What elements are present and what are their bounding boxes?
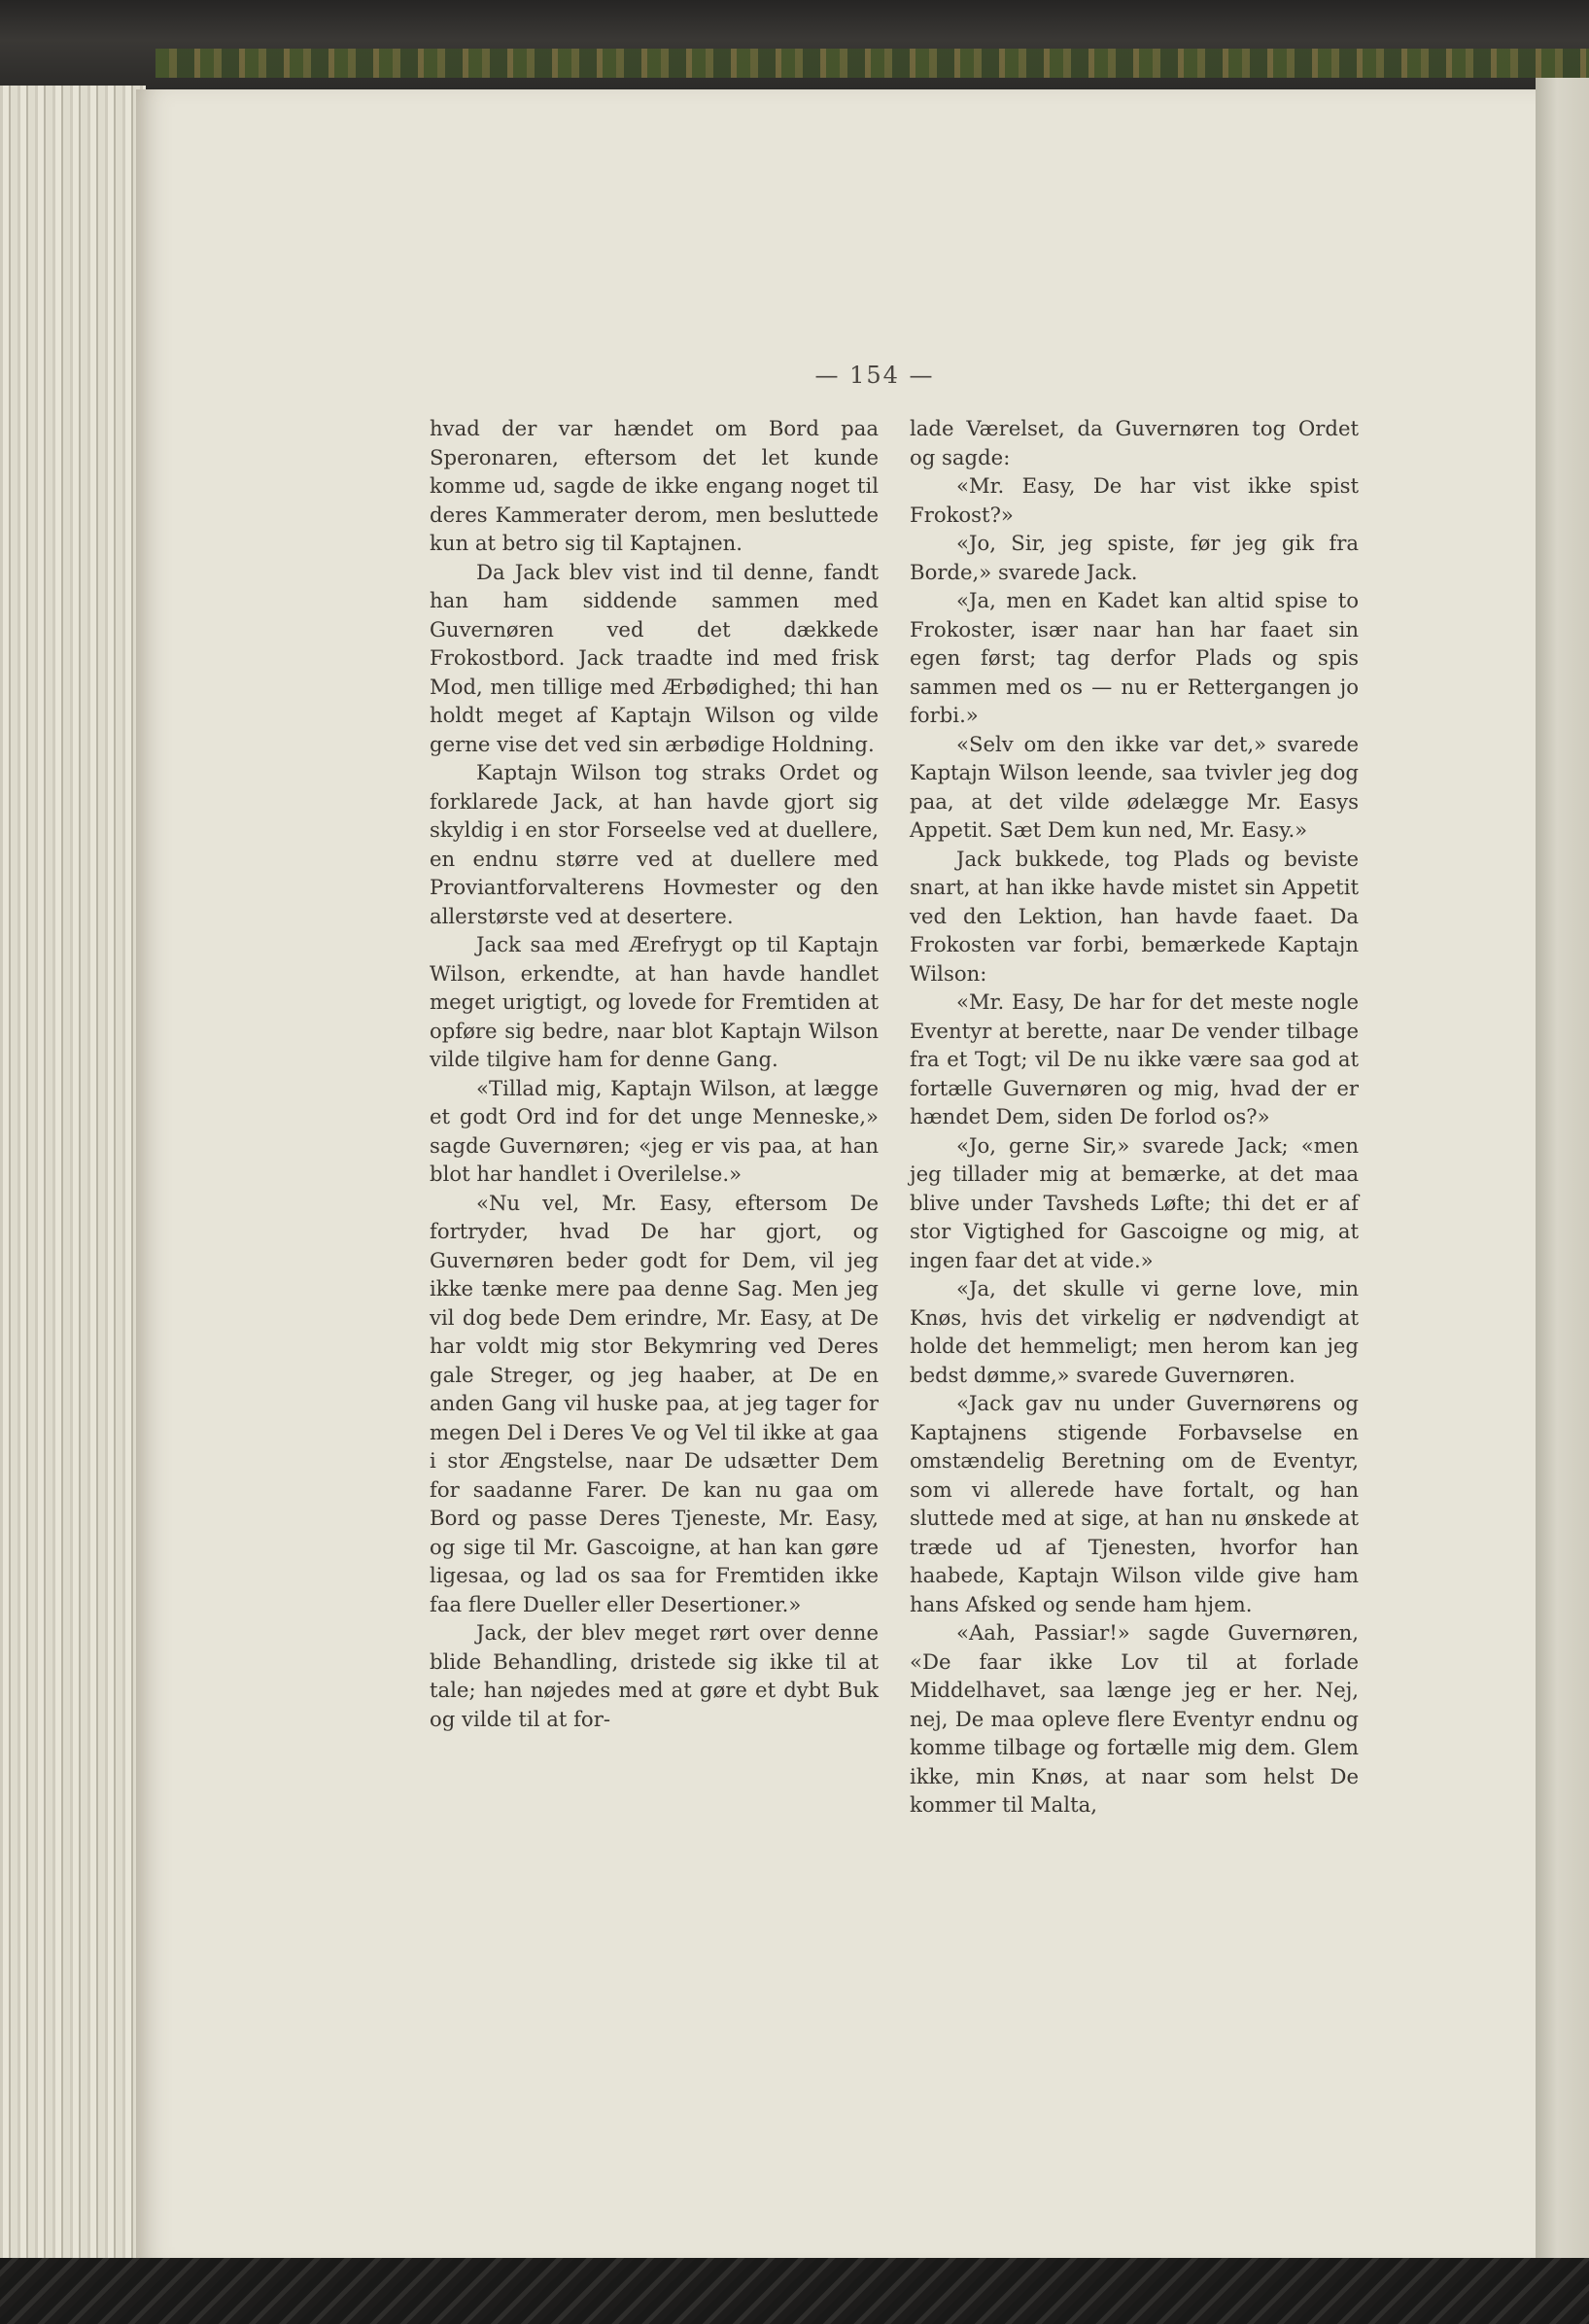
page-number: — 154 — [814,362,935,389]
paragraph: Jack, der blev meget rørt over denne blide Behandling, dristede sig ikke til at tale; han nøjedes med at gøre et dybt Buk og vilde til at for- [430,1620,879,1731]
book-cover-top [0,0,1589,89]
paragraph: «Mr. Easy, De har vist ikke spist Frokost?» [910,473,1359,527]
paragraph: «Ja, det skulle vi gerne love, min Knøs, hvis det virkelig er nødvendigt at holde det hemmeligt; men herom kan jeg bedst dømme,» svarede Guvernøren. [910,1276,1359,1387]
paragraph: Jack bukkede, tog Plads og beviste snart, at han ikke havde mistet sin Appetit ved den Lektion, han havde faaet. Da Frokosten var forbi, bemærkede Kaptajn Wilson: [910,846,1359,986]
paragraph: Jack saa med Ærefrygt op til Kaptajn Wilson, erkendte, at han havde handlet meget urigtigt, og lovede for Fremtiden at opføre sig bedre, naar blot Kaptajn Wilson vilde tilgive ham for denne Gang. [430,932,879,1071]
right-column [910,414,1359,1820]
paragraph: Da Jack blev vist ind til denne, fandt han ham siddende sammen med Guvernøren ved det dækkede Frokostbord. Jack traadte ind med frisk Mod, men tillige med Ærbødighed; thi han holdt meget af Kaptajn Wilson og vilde gerne vise det ved sin ærbødige Holdning. [430,559,879,756]
left-column [430,414,879,1733]
paragraph: «Jo, Sir, jeg spiste, før jeg gik fra Borde,» svarede Jack. [910,531,1359,584]
page-edges [0,86,146,2269]
paragraph: Kaptajn Wilson tog straks Ordet og forklarede Jack, at han havde gjort sig skyldig i en stor Forseelse ved at duellere, en endnu større ved at duellere med Proviantforvalterens Hovmester og den allerstørste ved at desertere. [430,760,879,928]
paragraph: «Tillad mig, Kaptajn Wilson, at lægge et godt Ord ind for det unge Menneske,» sagde Guvernøren; «jeg er vis paa, at han blot har handlet i Overilelse.» [430,1075,879,1186]
paragraph: «Nu vel, Mr. Easy, eftersom De fortryder, hvad De har gjort, og Guvernøren beder godt for Dem, vil jeg ikke tænke mere paa denne Sag. Men jeg vil dog bede Dem erindre, Mr. Easy, at De har voldt mig stor Bekymring ved Deres gale Streger, og jeg haaber, at De en anden Gang vil huske paa, at jeg tager for megen Del i Deres Ve og Vel til ikke at gaa i stor Ængstelse, naar De udsætter Dem for saadanne Farer. De kan nu gaa om Bord og passe Deres Tjeneste, Mr. Easy, og sige til Mr. Gascoigne, at han kan gøre ligesaa, og lad os saa for Fremtiden ikke faa flere Dueller eller Desertioner.» [430,1190,879,1616]
paragraph: hvad der var hændet om Bord paa Speronaren, eftersom det let kunde komme ud, sagde de ikke engang noget til deres Kammerater derom, men besluttede kun at betro sig til Kaptajnen. [430,416,879,555]
paragraph: «Jo, gerne Sir,» svarede Jack; «men jeg tillader mig at bemærke, at det maa blive under Tavsheds Løfte; thi det er af stor Vigtighed for Gascoigne og mig, at ingen faar det at vide.» [910,1132,1359,1272]
book-right-edge [1536,78,1589,2265]
paragraph: «Selv om den ikke var det,» svarede Kaptajn Wilson leende, saa tvivler jeg dog paa, at det vilde ødelægge Mr. Easys Appetit. Sæt Dem kun ned, Mr. Easy.» [910,731,1359,842]
paragraph: «Jack gav nu under Guvernørens og Kaptajnens stigende Forbavselse en omstændelig Beretning om de Eventyr, som vi allerede have fortalt, og han sluttede med at sige, at han nu ønskede at træde ud af Tjenesten, hvorfor han haabede, Kaptajn Wilson vilde give ham hans Afsked og sende ham hjem. [910,1391,1359,1616]
paragraph: «Aah, Passiar!» sagde Guvernøren, «De faar ikke Lov til at forlade Middelhavet, saa længe jeg er her. Nej, nej, De maa opleve flere Eventyr endnu og komme tilbage og fortælle mig dem. Glem ikke, min Knøs, at naar som helst De kommer til Malta, [910,1620,1359,1817]
paragraph: «Mr. Easy, De har for det meste nogle Eventyr at berette, naar De vender tilbage fra et Togt; vil De nu ikke være saa god at fortælle Guvernøren og mig, hvad der er hændet Dem, siden De forlod os?» [910,989,1359,1128]
paragraph: «Ja, men en Kadet kan altid spise to Frokoster, især naar han har faaet sin egen først; tag derfor Plads og spis sammen med os — nu er Rettergangen jo forbi.» [910,588,1359,727]
paragraph: lade Værelset, da Guvernøren tog Ordet og sagde: [910,416,1359,469]
book-cover-bottom [0,2258,1589,2324]
